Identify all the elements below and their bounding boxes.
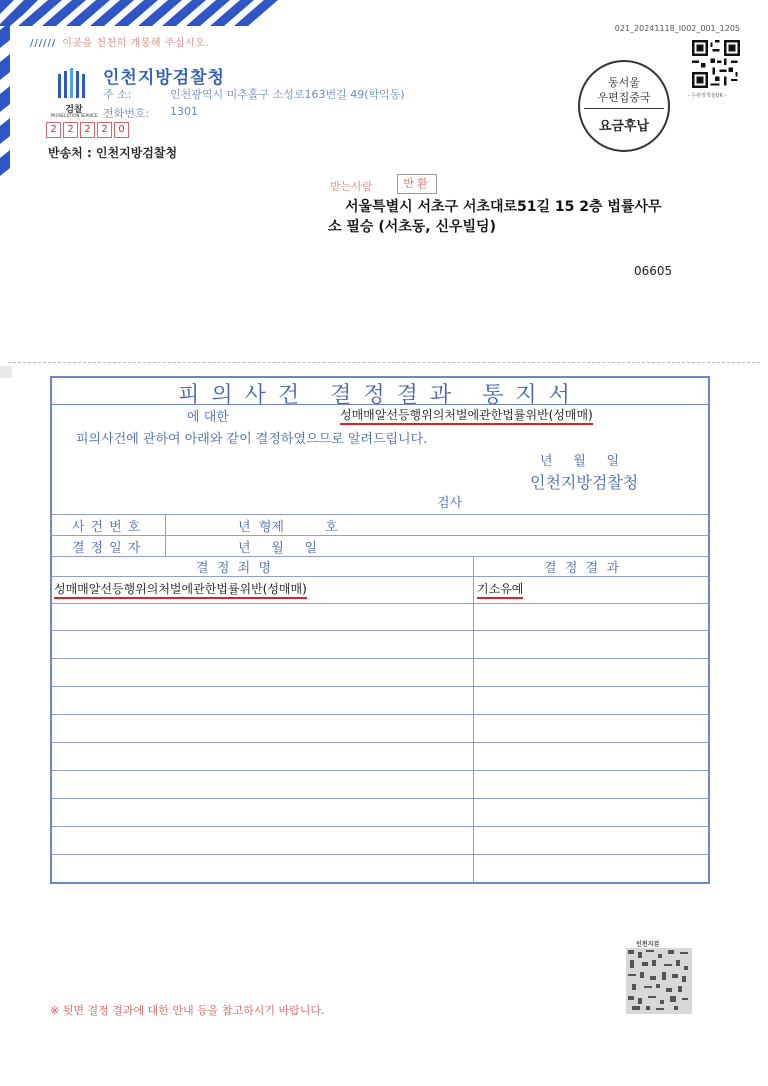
column-header-result: 결 정 결 과 <box>544 561 620 576</box>
sender-organization: 인천지방검찰청 <box>103 68 225 88</box>
form-title: 피의사건 결정결과 통지서 <box>178 383 582 408</box>
postal-digit: 2 <box>63 122 78 138</box>
sender-address-label: 주 소: <box>103 88 132 101</box>
grid-line <box>52 658 708 659</box>
grid-line <box>52 535 708 536</box>
sender-phone: 1301 <box>170 105 198 118</box>
receiver-address-line1: 서울특별시 서초구 서초대로51길 15 2층 법률사무 <box>345 199 662 215</box>
receiver-address-line2: 소 필승 (서초동, 신우빌딩) <box>328 219 496 235</box>
regarding-label: 에 대한 <box>187 410 229 425</box>
postage-stamp <box>578 60 670 152</box>
logo-label: 검찰 <box>65 105 83 115</box>
grid-line <box>52 742 708 743</box>
prosecutor-label: 검사 <box>437 496 463 511</box>
title-divider <box>52 404 708 405</box>
open-instruction <box>30 34 209 49</box>
back-page-note: ※ 뒷면 결정 결과에 대한 안내 등을 참고하시기 바랍니다. <box>50 1004 325 1017</box>
issuing-office: 인천지방검찰청 <box>530 473 639 492</box>
grid-line <box>52 514 708 515</box>
row-result: 기소유예 <box>477 580 523 599</box>
stamp-line3: 요금후납 <box>598 119 650 134</box>
qr-code-icon <box>692 40 740 88</box>
airmail-stripe-left <box>0 0 18 180</box>
case-number-label: 사건번호 <box>72 520 147 535</box>
document-code: 021_20241118_I002_001_1205 <box>614 24 740 33</box>
grid-line <box>52 686 708 687</box>
sender-phone-label: 전화번호: <box>103 107 150 120</box>
receiver-zip: 06605 <box>634 264 673 278</box>
postal-digit: 0 <box>114 122 129 138</box>
case-number-value: 년 형제 호 <box>238 520 338 535</box>
postal-digit: 2 <box>80 122 95 138</box>
qr-caption: - 우편정책물QR - <box>688 93 727 99</box>
grid-line <box>52 798 708 799</box>
postal-code-boxes <box>46 122 129 138</box>
postal-digit: 2 <box>46 122 61 138</box>
prosecution-logo-icon <box>56 68 90 100</box>
grid-line <box>52 826 708 827</box>
row-charge: 성매매알선등행위의처벌에관한법률위반(성매매) <box>54 580 307 599</box>
grid-line <box>52 603 708 604</box>
grid-vline <box>165 514 166 556</box>
stamp-line2: 우편집중국 <box>597 91 651 104</box>
grid-line <box>52 854 708 855</box>
decision-date-label: 결정일자 <box>72 541 147 556</box>
grid-line <box>52 770 708 771</box>
grid-line <box>52 714 708 715</box>
open-notice-text: 이곳을 천천히 개봉해 주십시오. <box>62 38 210 49</box>
airmail-stripe <box>0 0 290 26</box>
return-address: 반송처 : 인천지방검찰청 <box>48 146 178 160</box>
column-header-charge: 결 정 죄 명 <box>196 561 272 576</box>
sender-address: 인천광역시 미추홀구 소성로163번길 49(학익동) <box>170 88 405 101</box>
qr2-caption: 인천지검 <box>636 941 660 948</box>
postal-digit: 2 <box>97 122 112 138</box>
decision-date-value: 년 월 일 <box>238 541 317 556</box>
perforation-marks: ////// <box>30 38 57 49</box>
data-matrix-code-icon <box>626 948 692 1014</box>
issue-date: 년 월 일 <box>540 454 619 469</box>
grid-vline <box>473 556 474 882</box>
corner-mark <box>0 366 12 378</box>
grid-line <box>52 576 708 577</box>
logo-sublabel: PROSECUTION SERVICE <box>50 113 98 118</box>
stamp-line1: 동서울 <box>608 76 640 89</box>
fold-line <box>8 362 760 363</box>
return-mark: 반환 <box>397 174 437 194</box>
grid-line <box>52 630 708 631</box>
charge-name: 성매매알선등행위의처벌에관한법률위반(성매매) <box>340 406 593 425</box>
receiver-label: 받는사람 <box>330 180 373 193</box>
intro-text: 피의사건에 관하여 아래와 같이 결정하였으므로 알려드립니다. <box>76 432 428 447</box>
